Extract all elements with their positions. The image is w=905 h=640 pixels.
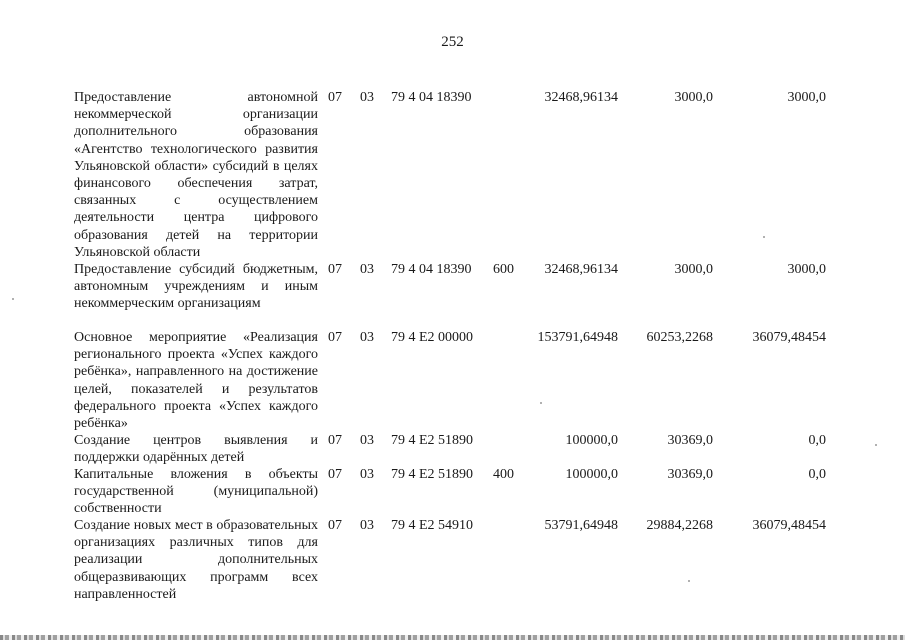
amount-year-1: 100000,0 [565, 467, 618, 482]
row-description: Предоставление субсидий бюджетным, автономным учреждениям и иным некоммерческим организациям [74, 262, 318, 312]
amount-year-2: 60253,2268 [646, 330, 713, 345]
target-article-code: 79 4 E2 00000 [391, 330, 474, 345]
subsection-code: 03 [360, 330, 374, 345]
amount-year-2: 3000,0 [674, 262, 713, 277]
scan-edge [0, 635, 905, 640]
amount-year-2: 30369,0 [667, 467, 713, 482]
row-description: Предоставление автономной некоммерческой организации дополнительного образования «Агентство технологического развития Ульяновской области» субсидий в целях финансового обеспечения затрат, связанных с осуществлением деятельности центра цифрового образования детей на территории Ульяновской области [74, 90, 318, 260]
target-article-code: 79 4 E2 51890 [391, 467, 474, 482]
amount-year-1: 100000,0 [565, 433, 618, 448]
amount-year-2: 29884,2268 [646, 518, 713, 533]
amount-year-3: 36079,48454 [752, 518, 826, 533]
target-article-code: 79 4 04 18390 [391, 90, 472, 105]
section-code: 07 [328, 433, 342, 448]
subsection-code: 03 [360, 467, 374, 482]
target-article-code: 79 4 E2 51890 [391, 433, 474, 448]
subsection-code: 03 [360, 433, 374, 448]
amount-year-1: 153791,64948 [537, 330, 618, 345]
row-description: Создание новых мест в образовательных организациях различных типов для реализации дополнительных общеразвивающих программ всех направленностей [74, 518, 318, 602]
page-number: 252 [441, 34, 464, 50]
amount-year-3: 0,0 [808, 467, 826, 482]
amount-year-2: 30369,0 [667, 433, 713, 448]
section-code: 07 [328, 262, 342, 277]
scan-speck [875, 444, 877, 446]
expense-type-code: 600 [493, 262, 514, 277]
row-description: Капитальные вложения в объекты государственной (муниципальной) собственности [74, 467, 318, 517]
row-description: Создание центров выявления и поддержки одарённых детей [74, 433, 318, 466]
scan-speck [763, 236, 765, 238]
expense-type-code: 400 [493, 467, 514, 482]
target-article-code: 79 4 E2 54910 [391, 518, 474, 533]
subsection-code: 03 [360, 518, 374, 533]
subsection-code: 03 [360, 90, 374, 105]
section-code: 07 [328, 90, 342, 105]
scan-speck [540, 402, 542, 404]
target-article-code: 79 4 04 18390 [391, 262, 472, 277]
amount-year-3: 3000,0 [787, 90, 826, 105]
amount-year-3: 0,0 [808, 433, 826, 448]
subsection-code: 03 [360, 262, 374, 277]
amount-year-3: 36079,48454 [752, 330, 826, 345]
amount-year-1: 32468,96134 [544, 90, 618, 105]
amount-year-1: 53791,64948 [544, 518, 618, 533]
row-description: Основное мероприятие «Реализация регионального проекта «Успех каждого ребёнка», направленного на достижение целей, показателей и результатов федерального проекта «Успех каждого ребёнка» [74, 330, 318, 432]
amount-year-2: 3000,0 [674, 90, 713, 105]
section-code: 07 [328, 330, 342, 345]
scan-speck [12, 298, 14, 300]
section-code: 07 [328, 518, 342, 533]
scan-speck [688, 580, 690, 582]
amount-year-1: 32468,96134 [544, 262, 618, 277]
amount-year-3: 3000,0 [787, 262, 826, 277]
section-code: 07 [328, 467, 342, 482]
